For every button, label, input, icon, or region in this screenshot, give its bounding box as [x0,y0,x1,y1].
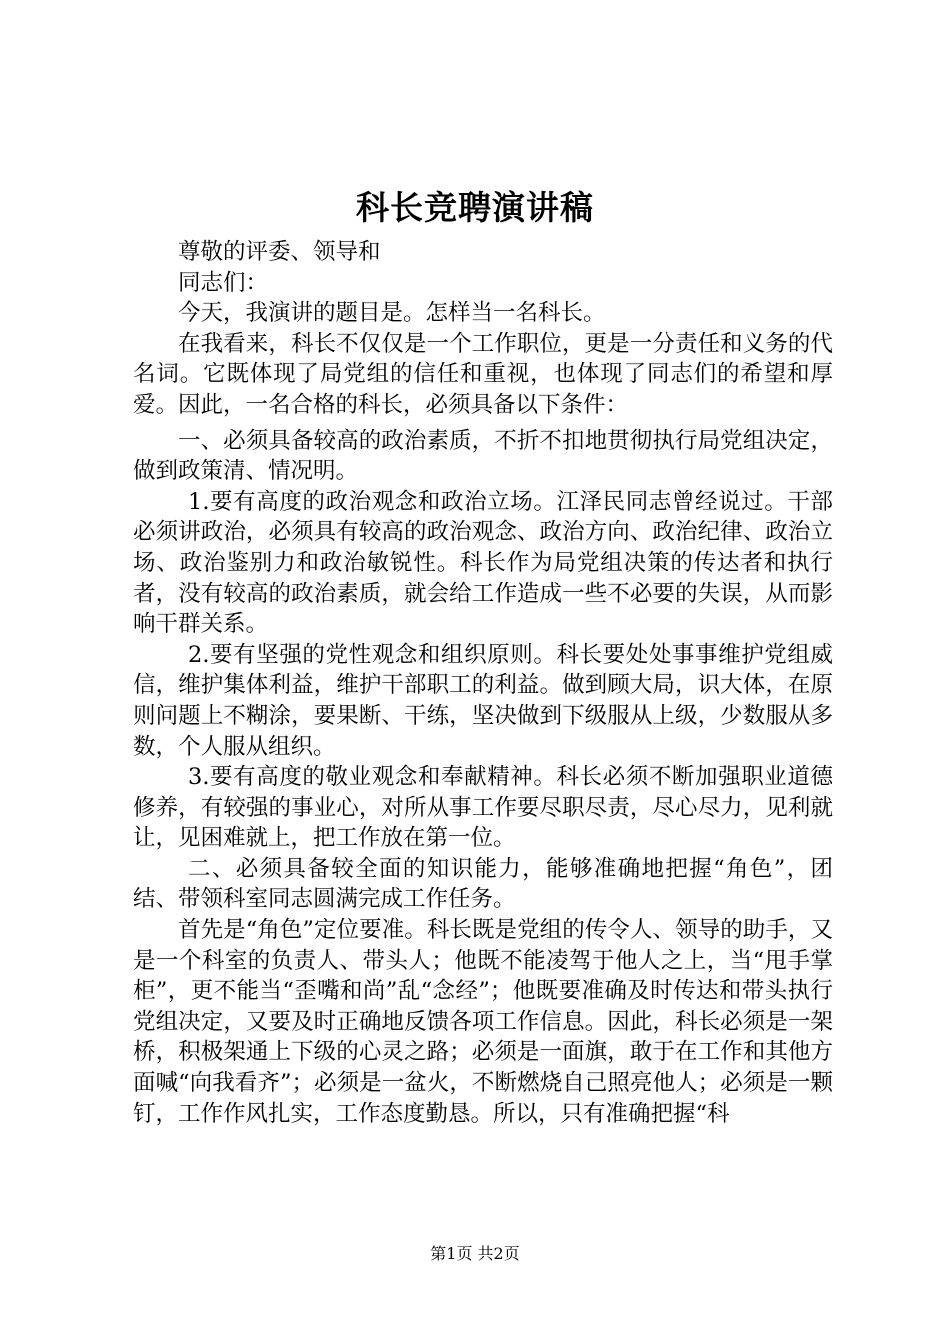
paragraph: 在我看来，科长不仅仅是一个工作职位，更是一分责任和义务的代名词。它既体现了局党组的信任和重视，也体现了同志们的希望和厚爱。因此，一名合格的科长，必须具备以下条件： [133,330,833,418]
section-heading: 二、必须具备较全面的知识能力，能够准确地把握“角色”，团结、带领科室同志圆满完成工作任务。 [133,855,833,913]
document-body [133,237,833,1129]
salutation-line-2: 同志们： [178,269,269,296]
paragraph: 今天，我演讲的题目是。怎样当一名科长。 [178,300,606,327]
document-title: 科长竞聘演讲稿 [356,188,594,227]
numbered-paragraph: 1.要有高度的政治观念和政治立场。江泽民同志曾经说过。干部必须讲政治，必须具有较高的政治观念、政治方向、政治纪律、政治立场、政治鉴别力和政治敏锐性。科长作为局党组决策的传达者和执行者，没有较高的政治素质，就会给工作造成一些不必要的失误，从而影响干群关系。 [133,488,833,638]
section-heading: 一、必须具备较高的政治素质，不折不扣地贯彻执行局党组决定，做到政策清、情况明。 [133,427,833,485]
paragraph: 首先是“角色”定位要准。科长既是党组的传令人、领导的助手，又是一个科室的负责人、带头人；他既不能凌驾于他人之上，当“甩手掌柜”，更不能当“歪嘴和尚”乱“念经”；他既要准确及时传达和带头执行党组决定，又要及时正确地反馈各项工作信息。因此，科长必须是一架桥，积极架通上下级的心灵之路；必须是一面旗，敢于在工作和其他方面喊“向我看齐”；必须是一盆火，不断燃烧自己照亮他人；必须是一颗钉，工作作风扎实，工作态度勤恳。所以，只有准确把握“科 [133,917,833,1127]
numbered-paragraph: 2.要有坚强的党性观念和组织原则。科长要处处事事维护党组威信，维护集体利益，维护干部职工的利益。做到顾大局，识大体，在原则问题上不糊涂，要果断、干练，坚决做到下级服从上级，少数服从多数，个人服从组织。 [133,641,833,760]
page-footer: 第1页 共2页 [430,1244,520,1263]
salutation-line-1: 尊敬的评委、领导和 [178,239,381,265]
numbered-paragraph: 3.要有高度的敬业观念和奉献精神。科长必须不断加强职业道德修养，有较强的事业心，对所从事工作要尽职尽责，尽心尽力，见利就让，见困难就上，把工作放在第一位。 [133,764,833,852]
